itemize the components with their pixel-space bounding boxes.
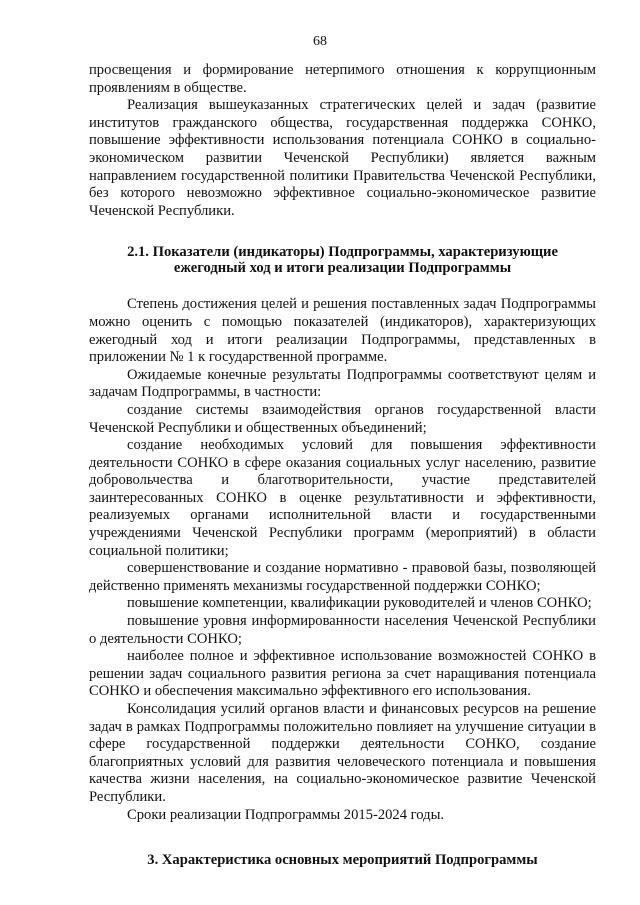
paragraph-continuation: просвещения и формирование нетерпимого отношения к коррупционным проявлениям в обществе. xyxy=(89,62,596,96)
paragraph-terms: Сроки реализации Подпрограммы 2015-2024 годы. xyxy=(127,806,445,823)
paragraph-expected-results: Ожидаемые конечные результаты Подпрограммы соответствуют целям и задачам Подпрограммы, в частности: xyxy=(89,366,596,401)
page-number: 68 xyxy=(313,34,327,49)
paragraph-strategic-goals: Реализация вышеуказанных стратегических целей и задач (развитие институтов гражданского общества, государственная поддержка СОНКО, повышение эффективности использования потенциала СОНКО в социально-экономическом развитии Чеченской Республики) является важным направлением государственной политики Правительства Чеченской Республики, без которого невозможно эффективное социально-экономическое развитие Чеченской Республики. xyxy=(89,97,596,219)
page-content xyxy=(89,62,596,868)
list-item-interaction-system: создание системы взаимодействия органов государственной власти Чеченской Республики и общественных объединений; xyxy=(89,401,596,436)
list-item-conditions: создание необходимых условий для повышения эффективности деятельности СОНКО в сфере оказания социальных услуг населению, развитие добровольчества и благотворительности, участие представителей заинтересованных СОНКО в оценке результативности и эффективности, реализуемых органами исполнительной власти и государственными учреждениями Чеченской Республики программ (мероприятий) в области социальной политики; xyxy=(89,437,596,559)
list-item-legal-base: совершенствование и создание нормативно - правовой базы, позволяющей действенно применять механизмы государственной поддержки СОНКО; xyxy=(89,560,596,594)
paragraph-indicators: Степень достижения целей и решения поставленных задач Подпрограммы можно оценить с помощью показателей (индикаторов), характеризующих ежегодный ход и итоги реализации Подпрограммы, представленных в приложении № 1 к государственной программе. xyxy=(89,296,596,366)
paragraph-consolidation: Консолидация усилий органов власти и финансовых ресурсов на решение задач в рамках Подпрограммы положительно повлияет на улучшение ситуации в сфере государственной поддержки деятельности СОНКО, создание благоприятных условий для развития человеческого потенциала и повышения качества жизни населения, на социально-экономическое развитие Чеченской Республики. xyxy=(89,701,596,805)
section-2-1-heading-line1: 2.1. Показатели (индикаторы) Подпрограммы, характеризующие xyxy=(127,244,558,261)
list-item-competence: повышение компетенции, квалификации руководителей и членов СОНКО; xyxy=(127,595,592,612)
section-2-1-heading-line2: ежегодный ход и итоги реализации Подпрограммы xyxy=(173,260,512,277)
list-item-full-use: наиболее полное и эффективное использование возможностей СОНКО в решении задач социального развития региона за счет наращивания потенциала СОНКО и обеспечения максимально эффективного его использования. xyxy=(89,648,596,700)
section-3-heading: 3. Характеристика основных мероприятий Подпрограммы xyxy=(147,852,538,869)
section-2-1-heading xyxy=(89,244,596,276)
list-item-awareness: повышение уровня информированности населения Чеченской Республики о деятельности СОНКО; xyxy=(89,613,596,647)
